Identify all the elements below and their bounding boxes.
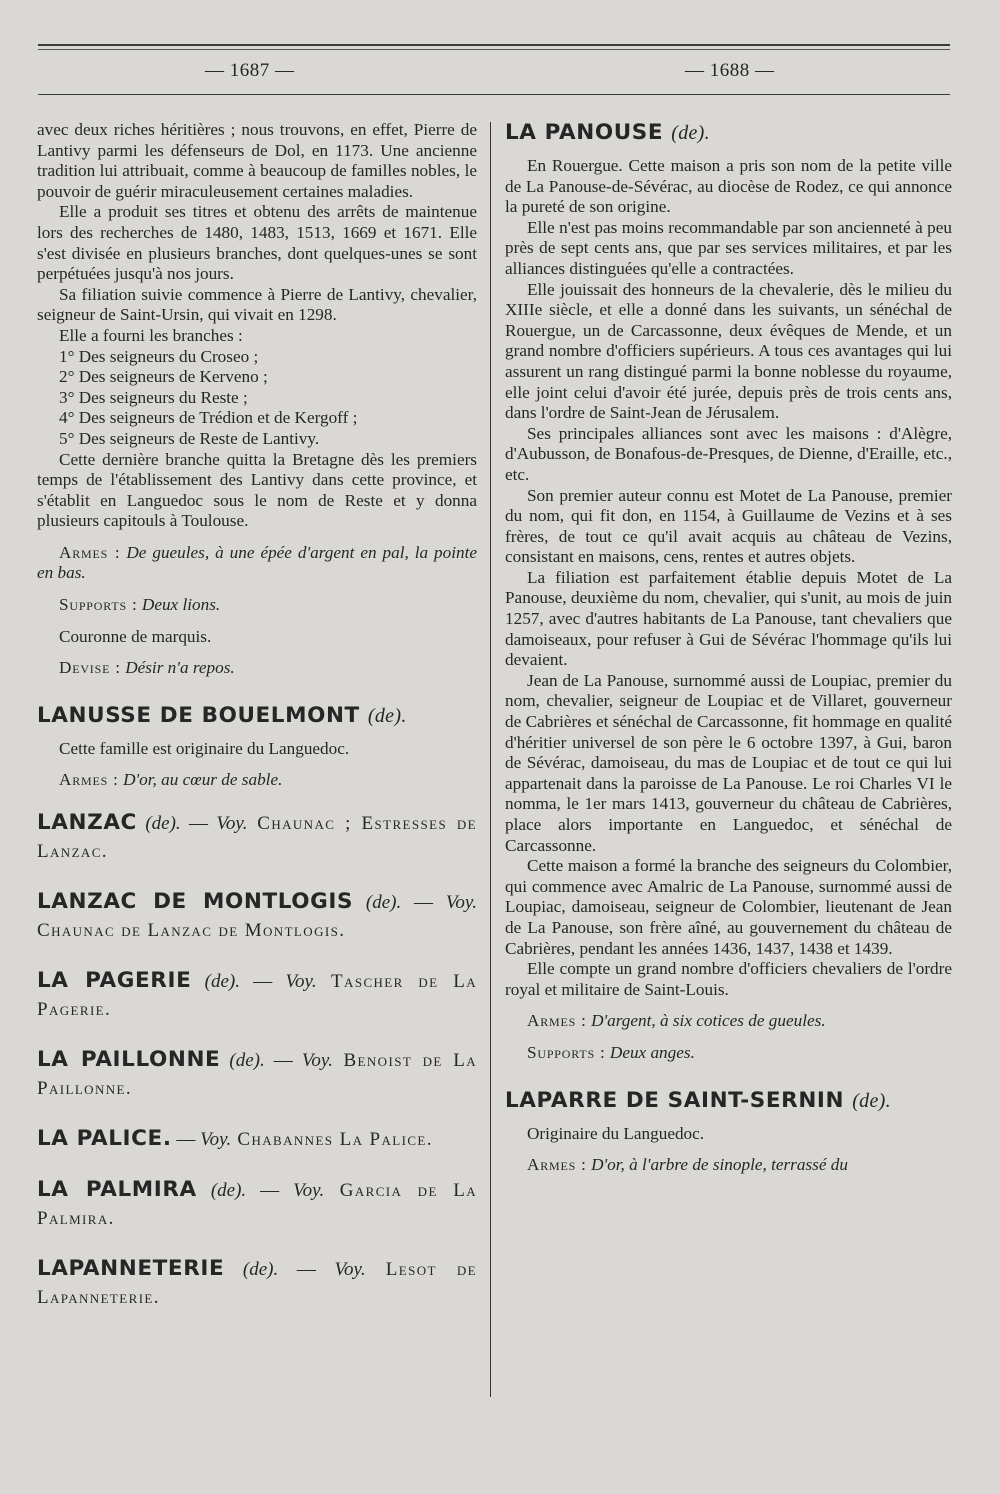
panouse-paragraph-5: Son premier auteur connu est Motet de La Panouse, premier du nom, qui fit don, en 1154, à Guillaume de Vezins et à ses frères, de tout ce qu'il avait acquis au château de Vezins, consistant en maisons, cens, rentes et autres objets.	[505, 485, 952, 567]
laparre-armes	[505, 1155, 952, 1176]
entry-name: LANUSSE DE BOUELMONT	[37, 702, 360, 728]
cross-reference-list	[37, 809, 477, 1312]
branch-item: 3° Des seigneurs du Reste ;	[59, 387, 248, 407]
column-divider	[490, 122, 491, 1397]
entry-particle: (de).	[242, 1259, 279, 1281]
entry-name: LA PANOUSE	[505, 120, 664, 145]
supports-label: Supports :	[527, 1042, 606, 1062]
lanusse-armes	[37, 770, 477, 791]
lantivy-armes	[37, 543, 477, 584]
cross-reference-entry	[37, 1125, 477, 1154]
armes-text: D'argent, à six cotices de gueules.	[591, 1011, 826, 1031]
entry-voy: Voy.	[334, 1259, 366, 1281]
branch-item: 4° Des seigneurs de Trédion et de Kergoff ;	[59, 408, 358, 428]
panouse-paragraph-7: Jean de La Panouse, surnommé aussi de Loupiac, premier du nom, chevalier, seigneur de Loupiac et de Villaret, gouverneur de Cabrières et sénéchal de Carcassonne, fit hommage en qualité d'héritier universel de son père le 6 octobre 1397, à Gui, baron de Sévérac, damoiseau, du mas de Loupiac et de tout ce qui lui appartenait dans la paroisse de La Panouse. Le roi Charles VI le nomma, le 1er mars 1413, gouverneur du château de Cabrières, place alors importante en Languedoc, et sénéchal de Carcassonne.	[505, 670, 952, 855]
entry-reference: Tascher de La Pagerie.	[37, 971, 477, 1021]
page-number-left: — 1687 —	[205, 60, 295, 81]
panouse-paragraph-2: Elle n'est pas moins recommandable par son ancienneté à peu près de sept cents ans, que par ses services militaires, et par les alliances distinguées qu'elle a contractées.	[505, 217, 952, 278]
cross-reference-entry	[37, 1255, 477, 1312]
entry-particle: (de).	[365, 892, 402, 914]
entry-reference: Lesot de Lapanneterie.	[37, 1259, 478, 1309]
entry-name: LA PAILLONNE	[37, 1047, 221, 1073]
entry-particle: (de).	[145, 813, 181, 835]
entry-voy: Voy.	[293, 1180, 325, 1202]
armes-label: Armes :	[59, 542, 121, 562]
entry-voy: Voy.	[445, 892, 478, 914]
lantivy-couronne: Couronne de marquis.	[59, 626, 212, 646]
armes-label: Armes :	[527, 1155, 587, 1175]
branch-item: 5° Des seigneurs de Reste de Lantivy.	[59, 428, 320, 448]
supports-text: Deux lions.	[141, 595, 221, 615]
entry-particle: (de).	[671, 122, 710, 144]
supports-label: Supports :	[59, 595, 138, 615]
cross-reference-entry	[37, 888, 477, 945]
entry-particle: (de).	[852, 1089, 891, 1112]
entry-voy: Voy.	[200, 1129, 232, 1151]
entry-voy: Voy.	[301, 1050, 334, 1072]
entry-dash: —	[180, 813, 217, 835]
entry-name: LA PAGERIE	[37, 968, 192, 994]
entry-voy: Voy.	[216, 813, 248, 835]
entry-dash: —	[278, 1259, 335, 1281]
armes-text: D'or, au cœur de sable.	[123, 770, 283, 790]
entry-name: LAPANNETERIE	[37, 1256, 225, 1282]
entry-dash: —	[239, 971, 286, 993]
devise-label: Devise :	[59, 658, 121, 678]
header-rule	[38, 94, 950, 95]
panouse-paragraph-4: Ses principales alliances sont avec les maisons : d'Alègre, d'Aubusson, de Bonafous-de-Presques, de Dienne, d'Eraille, etc., etc.	[505, 423, 952, 484]
right-column	[505, 120, 952, 1180]
entry-name: LA PALMIRA	[37, 1177, 197, 1203]
entry-dash: —	[264, 1050, 302, 1072]
armes-text: D'or, à l'arbre de sinople, terrassé du	[591, 1155, 848, 1175]
page-number-right: — 1688 —	[685, 60, 775, 81]
top-rule	[38, 44, 950, 46]
devise-text: Désir n'a repos.	[125, 658, 235, 678]
lantivy-paragraph-4: Elle a fourni les branches :	[59, 325, 243, 345]
cross-reference-entry	[37, 967, 477, 1024]
cross-reference-entry	[37, 1176, 477, 1233]
entry-voy: Voy.	[285, 971, 317, 993]
entry-dash: —	[171, 1129, 201, 1151]
entry-name: LANZAC DE MONTLOGIS	[37, 889, 354, 915]
lantivy-devise	[37, 658, 477, 679]
left-column	[37, 120, 477, 1312]
entry-reference: Chaunac ; Estresses de Lanzac.	[37, 813, 478, 863]
lantivy-supports	[37, 595, 477, 616]
entry-reference: Garcia de La Palmira.	[37, 1180, 478, 1230]
lantivy-paragraph-1: avec deux riches héritières ; nous trouvons, en effet, Pierre de Lantivy parmi les défenseurs de Dol, en 1173. Une ancienne tradition lui attribuait, comme à beaucoup de familles nobles, le pouvoir de guérir miraculeusement certaines maladies.	[37, 120, 477, 201]
lantivy-paragraph-2: Elle a produit ses titres et obtenu des arrêts de maintenue lors des recherches de 1480, 1483, 1513, 1669 et 1671. Elle s'est divisée en plusieurs branches, dont quelques-unes se sont perpétuées jusqu'à nos jours.	[37, 202, 477, 284]
panouse-paragraph-6: La filiation est parfaitement établie depuis Motet de La Panouse, deuxième du nom, chevalier, qui s'unit, au mois de juin 1257, avec d'autres habitants de La Panouse, tant chevaliers que damoiseaux, pour refuser à Gui de Sévérac l'hommage qu'ils lui devaient.	[505, 567, 952, 670]
top-rule-thin	[38, 49, 950, 50]
panouse-heading	[505, 120, 952, 146]
panouse-paragraph-3: Elle jouissait des honneurs de la chevalerie, dès le milieu du XIIIe siècle, et elle a donné dans les suivants, un sénéchal de Rouergue, un de Carcassonne, deux évêques de Mende, et un grand nombre d'officiers supérieurs. A tous ces avantages qui lui assurent un rang distingué parmi la bonne noblesse du royaume, elle joint celui d'avoir été jurée, depuis près de trois cents ans, dans l'ordre de Saint-Jean de Jérusalem.	[505, 279, 952, 423]
cross-reference-entry	[37, 1046, 477, 1103]
panouse-paragraph-9: Elle compte un grand nombre d'officiers chevaliers de l'ordre royal et militaire de Saint-Louis.	[505, 959, 952, 999]
laparre-heading	[505, 1088, 952, 1114]
armes-text: De gueules, à une épée d'argent en pal, la pointe en bas.	[37, 542, 477, 583]
entry-particle: (de).	[367, 704, 407, 727]
cross-reference-entry	[37, 809, 477, 866]
laparre-origin: Originaire du Languedoc.	[527, 1123, 705, 1143]
entry-particle: (de).	[210, 1180, 247, 1202]
panouse-paragraph-8: Cette maison a formé la branche des seigneurs du Colombier, qui commence avec Amalric de La Panouse, surnommé aussi de Loupiac, damoiseau, seigneur de Colombier, lieutenant de Jean de La Panouse, son frère aîné, au gouvernement du château de Cabrières, pendant les années 1436, 1437, 1438 et 1439.	[505, 856, 952, 958]
armes-label: Armes :	[527, 1011, 587, 1031]
entry-reference: Chaunac de Lanzac de Montlogis.	[37, 920, 346, 942]
panouse-supports	[505, 1043, 952, 1064]
lantivy-paragraph-5: Cette dernière branche quitta la Bretagne dès les premiers temps de l'établissement des Lantivy dans cette province, et s'établit en Languedoc sous le nom de Reste et y donna plusieurs capitouls à Toulouse.	[37, 449, 477, 531]
lanusse-origin: Cette famille est originaire du Languedoc.	[59, 738, 350, 758]
entry-name: LANZAC	[37, 810, 137, 836]
entry-dash: —	[246, 1180, 294, 1202]
entry-reference: Benoist de La Paillonne.	[37, 1050, 477, 1100]
lanusse-heading	[37, 703, 477, 729]
panouse-armes	[505, 1011, 952, 1032]
entry-name: LA PALICE.	[37, 1126, 172, 1152]
armes-label: Armes :	[59, 770, 119, 790]
branch-item: 1° Des seigneurs du Croseo ;	[59, 346, 259, 366]
lantivy-paragraph-3: Sa filiation suivie commence à Pierre de Lantivy, chevalier, seigneur de Saint-Ursin, qui vivait en 1298.	[37, 284, 477, 325]
branch-item: 2° Des seigneurs de Kerveno ;	[59, 367, 268, 387]
entry-dash: —	[401, 892, 446, 914]
entry-reference: Chabannes La Palice.	[231, 1129, 433, 1151]
entry-particle: (de).	[204, 971, 240, 993]
entry-particle: (de).	[229, 1050, 265, 1072]
panouse-paragraph-1: En Rouergue. Cette maison a pris son nom de la petite ville de La Panouse-de-Sévérac, au diocèse de Rodez, ce qui annonce la pureté de son origine.	[505, 156, 952, 217]
entry-name: LAPARRE DE SAINT-SERNIN	[505, 1087, 845, 1113]
supports-text: Deux anges.	[609, 1042, 695, 1062]
